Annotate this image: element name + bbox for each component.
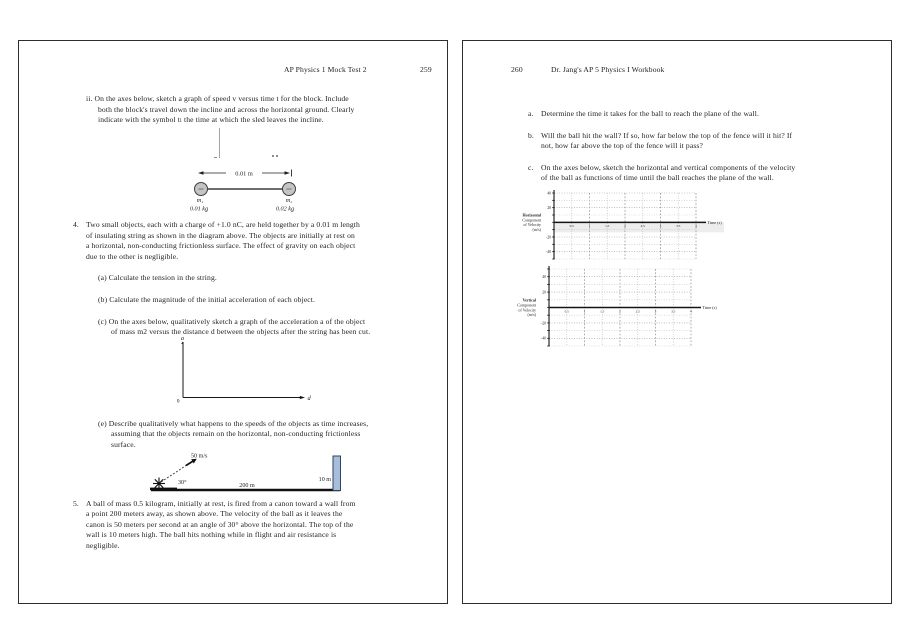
question-4a: (a) Calculate the tension in the string.	[98, 272, 217, 282]
time-axis-label: Time (s)	[707, 219, 722, 225]
y-tick-label: -20	[545, 235, 551, 240]
x-tick-label: 3	[654, 309, 657, 314]
angle-label: 30°	[178, 480, 187, 486]
question-4c-line: (c) On the axes below, qualitatively sketch a graph of the acceleration a of the object	[98, 316, 366, 326]
question-5-number: 5.	[73, 498, 79, 508]
y-tick-label: 20	[542, 290, 546, 295]
item-b-line: Will the ball hit the wall? If so, how far below the top of the fence will it hit? If	[541, 130, 793, 140]
x-tick-label: 1	[588, 224, 591, 229]
item-c-line: On the axes below, sketch the horizontal and vertical components of the velocity	[541, 162, 796, 172]
y-tick-label: -40	[545, 250, 551, 255]
item-c-label: c.	[528, 162, 534, 172]
horizontal-velocity-graph	[514, 185, 722, 271]
y-axis-label: Horizontal	[522, 212, 541, 218]
question-4e-line: surface.	[111, 439, 136, 449]
x-tick-label: 2	[619, 309, 621, 314]
x-tick-label: 2.5	[640, 224, 645, 229]
axis-d-label: d	[307, 394, 311, 402]
question-4b: (b) Calculate the magnitude of the initial acceleration of each object.	[98, 294, 316, 304]
mass2-symbol: m₂	[285, 197, 293, 204]
item-b-label: b.	[528, 130, 534, 140]
question-4e-line: assuming that the objects remain on the horizontal, non-conducting frictionless	[111, 429, 361, 438]
y-tick-label: -20	[540, 321, 546, 326]
question-5-line: wall is 10 meters high. The ball hits nothing while in flight and air resistance is	[86, 530, 337, 539]
right-header-title: Dr. Jang's AP 5 Physics I Workbook	[551, 65, 665, 74]
question-5-line: a point 200 meters away, as shown above. The velocity of the ball as it leaves the	[86, 509, 343, 518]
x-tick-label: 0.5	[569, 224, 574, 229]
question-4-line: of insulating string as shown in the diagram above. The objects are initially at rest on	[86, 230, 355, 240]
question-5-line: canon is 50 meters per second at an angle of 30° above the horizontal. The top of the	[86, 519, 354, 529]
wall-height-label: 10 m	[318, 477, 331, 483]
question-4-number: 4.	[73, 220, 79, 229]
x-tick-label: 1.5	[605, 224, 610, 229]
question-4-line: Two small objects, each with a charge of +1.0 nC, are held together by a 0.01 m length	[86, 220, 360, 229]
acceleration-axes	[169, 331, 339, 411]
y-axis-label: of Velocity	[518, 307, 536, 313]
vt-axes-sketch-dot	[276, 155, 278, 157]
dimension-label: 0.01 m	[235, 170, 253, 178]
dimension-arrow-right	[285, 171, 291, 175]
item-a-text: Determine the time it takes for the ball to reach the plane of the wall.	[541, 108, 760, 118]
x-tick-label: 3.5	[676, 224, 681, 229]
y-axis-label: (m/s)	[527, 312, 536, 318]
mass2-value: 0.02 kg	[275, 205, 295, 213]
x-tick-label: 4	[690, 309, 692, 314]
y-axis-label: Component	[517, 302, 536, 308]
y-tick-label: 20	[547, 206, 551, 211]
axis-a-label: a	[180, 335, 185, 342]
question-5-line: negligible.	[86, 540, 120, 550]
mass1-value: 0.01 kg	[189, 205, 209, 213]
question-ii-line: both the block's travel down the incline and across the horizontal ground. Clearly	[98, 104, 355, 114]
vt-axes-sketch-dot	[272, 155, 274, 157]
y-axis-label: Vertical	[522, 297, 536, 303]
y-tick-label: -40	[540, 336, 546, 341]
item-c-line: of the ball as functions of time until the ball reaches the plane of the wall.	[541, 173, 774, 182]
question-4-line: a horizontal, non-conducting frictionless surface. The effect of gravity on each object	[86, 241, 356, 250]
y-axis-label: Component	[522, 217, 541, 223]
left-header-title: AP Physics 1 Mock Test 2	[284, 65, 367, 74]
x-tick-label: 2.5	[635, 309, 640, 314]
ground-mound	[150, 488, 177, 491]
d-axis-arrow	[300, 396, 305, 399]
question-ii-line: indicate with the symbol tₗ the time at which the sled leaves the incline.	[98, 115, 324, 124]
right-page	[462, 40, 892, 604]
time-axis-label: Time (s)	[702, 305, 717, 311]
question-ii-line: ii. On the axes below, sketch a graph of speed v versus time t for the block. Include	[86, 94, 349, 103]
question-5-line: A ball of mass 0.5 kilogram, initially at rest, is fired from a canon toward a wall from	[86, 498, 356, 508]
mass1-symbol: m₁	[196, 197, 204, 204]
x-tick-label: 3.5	[671, 309, 676, 314]
item-a-label: a.	[528, 108, 534, 118]
origin-label: 0	[176, 398, 180, 405]
x-tick-label: 1	[583, 309, 586, 314]
x-tick-label: 0.5	[564, 309, 569, 314]
charge-diagram	[179, 161, 309, 221]
y-axis-label: (m/s)	[532, 226, 541, 232]
y-tick-label: 40	[542, 275, 546, 280]
question-4c-line: of mass m2 versus the distance d between the objects after the string has been cut.	[111, 327, 371, 336]
item-b-line: not, how far above the top of the fence will it pass?	[541, 141, 703, 150]
vertical-velocity-graph	[509, 261, 717, 358]
vt-axes-sketch-line	[219, 128, 220, 158]
cannon-diagram	[144, 446, 359, 501]
dimension-arrow-left	[198, 171, 204, 175]
distance-label: 200 m	[239, 483, 255, 489]
x-tick-label: 1.5	[600, 309, 605, 314]
x-tick-label: 4	[695, 224, 697, 229]
x-tick-label: 3	[659, 224, 662, 229]
question-4e-line: (e) Describe qualitatively what happens to the speeds of the objects as time increases,	[98, 418, 369, 428]
right-page-number: 260	[511, 65, 523, 74]
left-page-number: 259	[420, 65, 432, 74]
velocity-label: 50 m/s	[191, 453, 208, 460]
question-4-line: due to the other is negligible.	[86, 251, 179, 261]
y-tick-label: 40	[547, 191, 551, 196]
x-tick-label: 2	[624, 224, 626, 229]
vt-axes-sketch-mark	[214, 157, 217, 158]
wall	[333, 456, 341, 491]
y-axis-label: of Velocity	[523, 222, 541, 228]
left-page	[18, 40, 448, 604]
